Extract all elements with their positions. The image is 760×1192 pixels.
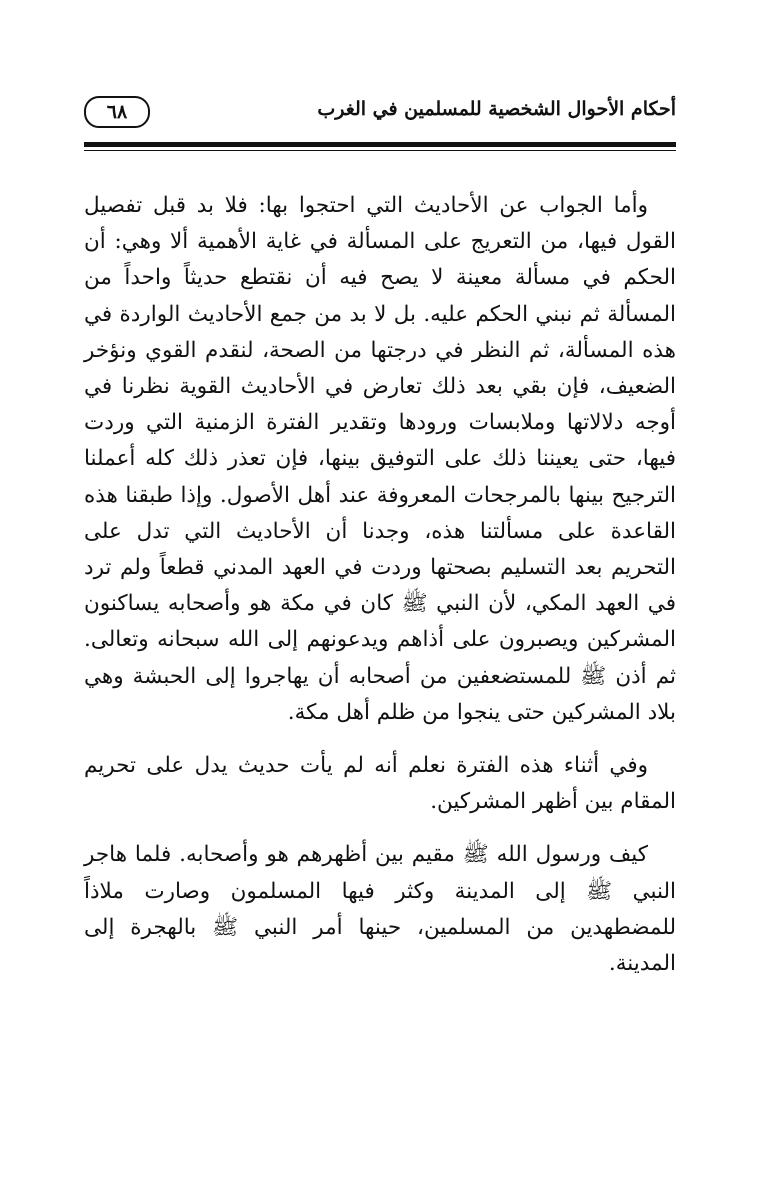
body-text bbox=[84, 188, 676, 982]
page-header bbox=[84, 96, 676, 134]
paragraph-3: كيف ورسول الله ﷺ مقيم بين أظهرهم هو وأصحابه. فلما هاجر النبي ﷺ إلى المدينة وكثر فيها المسلمون وصارت ملاذاً للمضطهدين من المسلمين، حينها أمر النبي ﷺ بالهجرة إلى المدينة. bbox=[84, 842, 676, 977]
paragraph-2: وفي أثناء هذه الفترة نعلم أنه لم يأت حديث يدل على تحريم المقام بين أظهر المشركين. bbox=[84, 753, 676, 815]
header-rule-thick bbox=[84, 142, 676, 147]
header-rule-thin bbox=[84, 150, 676, 151]
page-number-badge: ٦٨ bbox=[84, 96, 150, 128]
paragraph-1: وأما الجواب عن الأحاديث التي احتجوا بها: فلا بد قبل تفصيل القول فيها، من التعريج على المسألة في غاية الأهمية ألا وهي: أن الحكم في مسألة معينة لا يصح فيه أن نقتطع حديثاً واحداً من المسألة ثم نبني الحكم عليه. بل لا بد من جمع الأحاديث الواردة في هذه المسألة، ثم النظر في درجتها من الصحة، لنقدم القوي ونؤخر الضعيف، فإن بقي بعد ذلك تعارض في الأحاديث القوية نظرنا في أوجه دلالاتها وملابسات ورودها وتقدير الفترة الزمنية التي وردت فيها، حتى يعيننا ذلك على التوفيق بينها، فإن تعذر ذلك كله أعملنا الترجيح بينها بالمرجحات المعروفة عند أهل الأصول. وإذا طبقنا هذه القاعدة على مسألتنا هذه، وجدنا أن الأحاديث التي تدل على التحريم بعد التسليم بصحتها وردت في العهد المدني قطعاً ولم ترد في العهد المكي، لأن النبي ﷺ كان في مكة هو وأصحابه يساكنون المشركين ويصبرون على أذاهم ويدعونهم إلى الله سبحانه وتعالى. ثم أذن ﷺ للمستضعفين من أصحابه أن يهاجروا إلى الحبشة وهي بلاد المشركين حتى ينجوا من ظلم أهل مكة. bbox=[84, 193, 676, 725]
running-title: أحكام الأحوال الشخصية للمسلمين في الغرب bbox=[317, 98, 676, 120]
